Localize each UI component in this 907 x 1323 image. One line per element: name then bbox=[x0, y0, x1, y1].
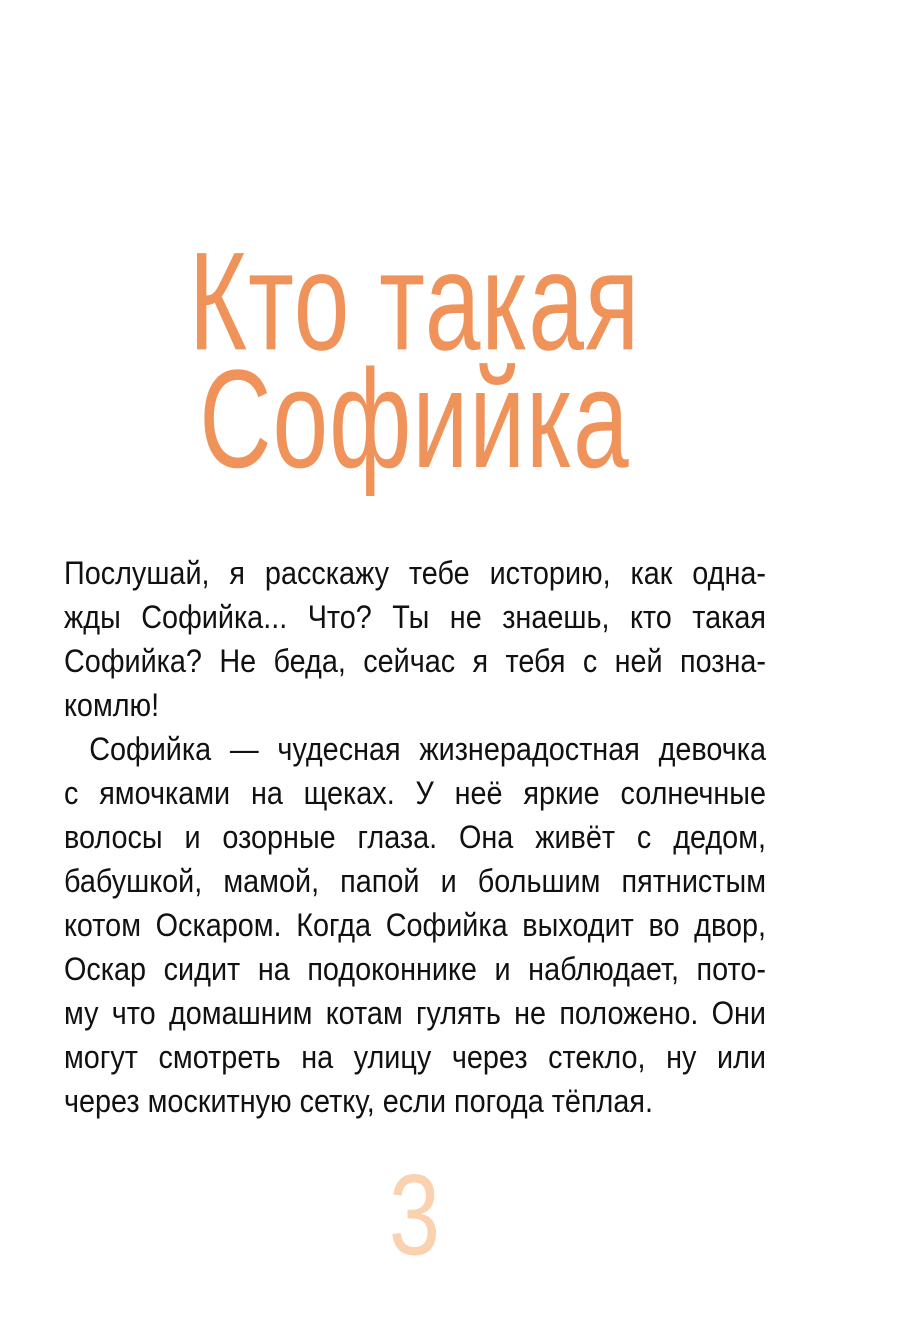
body-text-line: котом Оскаром. Когда Софийка выходит во двор, bbox=[64, 907, 766, 943]
body-text-line: бабушкой, мамой, папой и большим пятнистым bbox=[64, 863, 766, 899]
body-text-line: с ямочками на щеках. У неё яркие солнечные bbox=[64, 775, 766, 811]
body-text-line: через москитную сетку, если погода тёплая. bbox=[64, 1083, 653, 1119]
body-text-line: му что домашним котам гулять не положено. Они bbox=[64, 995, 766, 1031]
body-text bbox=[64, 551, 766, 1123]
page-number: 3 bbox=[388, 1151, 441, 1280]
chapter-title-line1: Кто такая bbox=[188, 223, 641, 381]
body-text-line: жды Софийка... Что? Ты не знаешь, кто такая bbox=[64, 599, 766, 635]
body-text-line: Софийка? Не беда, сейчас я тебя с ней позна- bbox=[64, 643, 766, 679]
body-text-line: Софийка — чудесная жизнерадостная девочка bbox=[89, 731, 766, 767]
body-text-line: волосы и озорные глаза. Она живёт с дедом, bbox=[64, 819, 766, 855]
body-text-line: Послушай, я расскажу тебе историю, как одна- bbox=[64, 555, 766, 591]
body-text-line: комлю! bbox=[64, 687, 160, 723]
body-text-line: Оскар сидит на подоконнике и наблюдает, пото- bbox=[64, 951, 766, 987]
body-text-line: могут смотреть на улицу через стекло, ну или bbox=[64, 1039, 766, 1075]
chapter-title-line2: Софийка bbox=[199, 341, 630, 498]
chapter-title bbox=[64, 223, 765, 498]
